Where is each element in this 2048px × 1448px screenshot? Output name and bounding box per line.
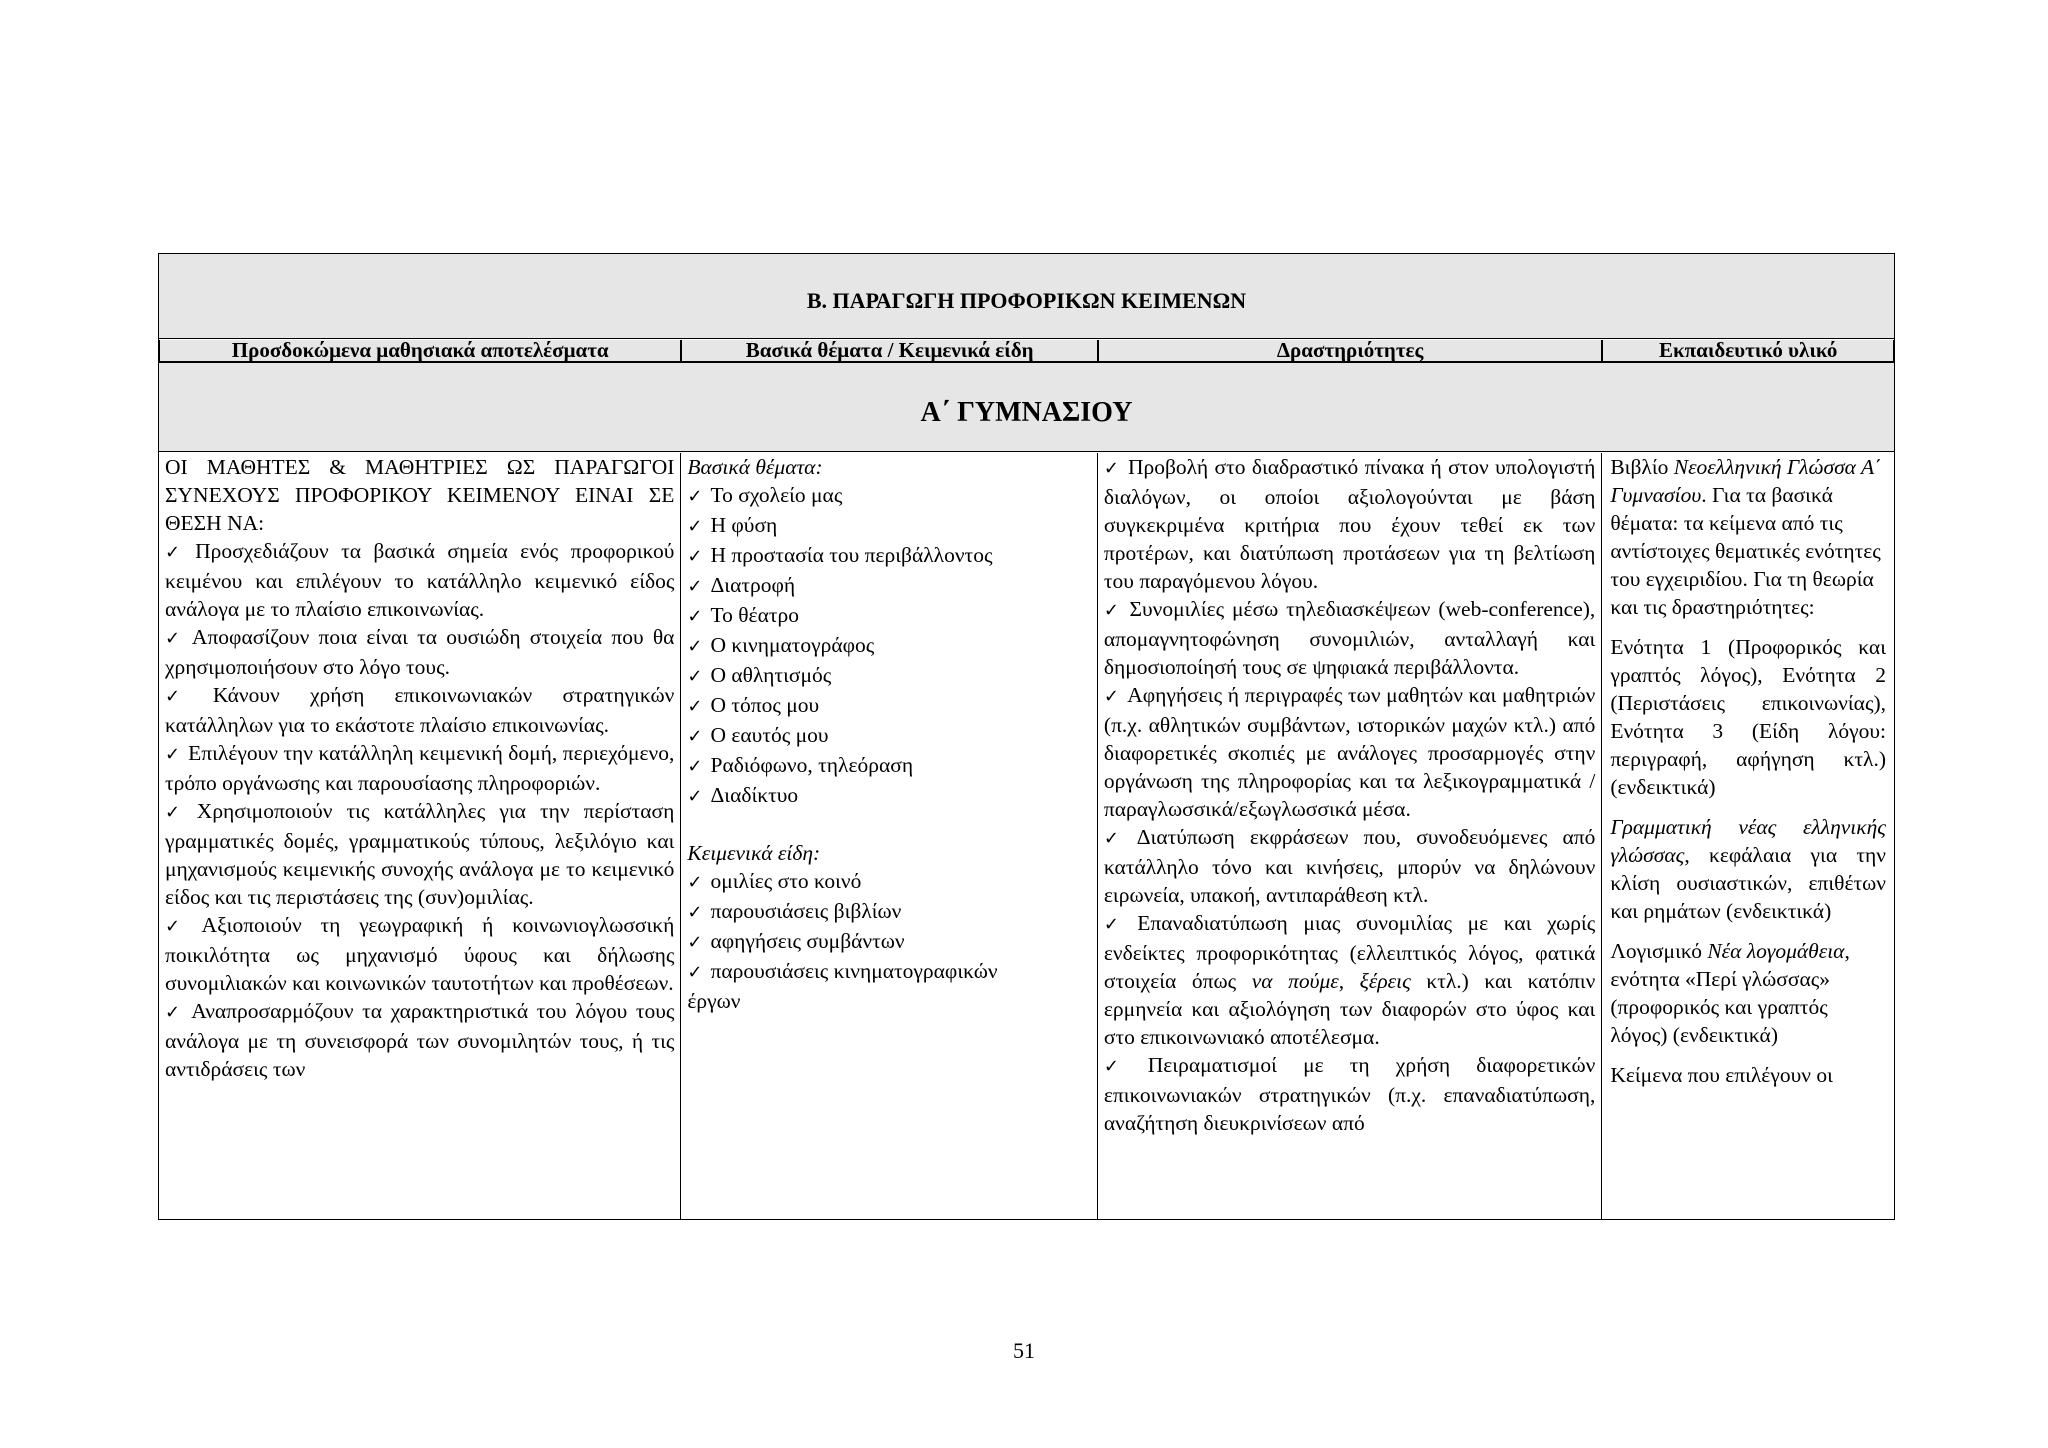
- outcome-item: ✓ Αποφασίζουν ποια είναι τα ουσιώδη στοιχεία που θα χρησιμοποιήσουν στο λόγο τους.: [165, 623, 674, 681]
- outcome-item: ✓ Κάνουν χρήση επικοινωνιακών στρατηγικών κατάλληλων για το εκάστοτε πλαίσιο επικοινωνίας.: [165, 681, 674, 739]
- header-materials: Εκπαιδευτικό υλικό: [1602, 340, 1894, 362]
- activity-example-2: ξέρεις: [1359, 969, 1411, 993]
- content-row: [159, 453, 1894, 1219]
- activity-example-1: να πούμε: [1251, 969, 1339, 993]
- section-title: [159, 254, 1894, 339]
- activity-item: ✓ Προβολή στο διαδραστικό πίνακα ή στον υπολογιστή διαλόγων, οι οποίοι αξιολογούνται με βάση συγκεκριμένα κριτήρια που έχουν τεθεί εκ των προτέρων, και διατύπωση προτάσεων για τη βελτίωση του παραγόμενου λόγου.: [1104, 453, 1595, 595]
- activities-column: [1098, 453, 1602, 1219]
- material-software: [1610, 937, 1886, 1049]
- topic-item: ✓ Ο εαυτός μου: [687, 721, 1091, 751]
- header-activities: Δραστηριότητες: [1098, 340, 1602, 362]
- topic-item: ✓ Η φύση: [687, 511, 1091, 541]
- material-book-post: . Για τα βασικά θέματα: τα κείμενα από τις αντίστοιχες θεματικές ενότητες του εγχειριδίου. Για τη θεωρία και τις δραστηριότητες:: [1610, 483, 1881, 619]
- activity-item: ✓ Πειραματισμοί με τη χρήση διαφορετικών επικοινωνιακών στρατηγικών (π.χ. επαναδιατύπωση, αναζήτηση διευκρινίσεων από: [1104, 1051, 1595, 1137]
- topic-item: ✓ Ραδιόφωνο, τηλεόραση: [687, 751, 1091, 781]
- topic-item: ✓ Διατροφή: [687, 571, 1091, 601]
- material-texts: Κείμενα που επιλέγουν οι: [1610, 1063, 1833, 1087]
- genres-label: Κειμενικά είδη:: [687, 841, 821, 865]
- material-book: [1610, 453, 1886, 621]
- outcome-item: ✓ Αναπροσαρμόζουν τα χαρακτηριστικά του λόγου τους ανάλογα με τη συνεισφορά των συνομιλητών τους, ή τις αντιδράσεις των: [165, 997, 674, 1083]
- activity-item: [1104, 909, 1595, 1051]
- topic-item: ✓ Διαδίκτυο: [687, 781, 1091, 811]
- outcomes-intro: ΟΙ ΜΑΘΗΤΕΣ & ΜΑΘΗΤΡΙΕΣ ΩΣ ΠΑΡΑΓΩΓΟΙ ΣΥΝΕΧΟΥΣ ΠΡΟΦΟΡΙΚΟΥ ΚΕΙΜΕΝΟΥ ΕΙΝΑΙ ΣΕ ΘΕΣΗ ΝΑ:: [165, 455, 675, 535]
- page-number: 51: [1013, 1338, 1035, 1363]
- genre-item: ✓ ομιλίες στο κοινό: [687, 867, 1091, 897]
- genre-item: ✓ αφηγήσεις συμβάντων: [687, 927, 1091, 957]
- topic-item: ✓ Το θέατρο: [687, 601, 1091, 631]
- material-grammar-title: Γραμματική νέας ελληνικής γλώσσας: [1610, 815, 1886, 867]
- header-topics: Βασικά θέματα / Κειμενικά είδη: [681, 340, 1098, 362]
- outcomes-column: [159, 453, 681, 1219]
- activity-item: ✓ Συνομιλίες μέσω τηλεδιασκέψεων (web-conference), απομαγνητοφώνηση συνομιλιών, ανταλλαγή και δημοσιοποίησή τους σε ψηφιακά περιβάλλοντα.: [1104, 595, 1595, 681]
- activity-item: ✓ Διατύπωση εκφράσεων που, συνοδευόμενες από κατάλληλο τόνο και κινήσεις, μπορύν να δηλώνουν ειρωνεία, υπακοή, αντιπαράθεση κτλ.: [1104, 823, 1595, 909]
- genre-item: ✓ παρουσιάσεις βιβλίων: [687, 897, 1091, 927]
- material-book-pre: Βιβλίο: [1610, 455, 1674, 479]
- outcome-item: ✓ Επιλέγουν την κατάλληλη κειμενική δομή, περιεχόμενο, τρόπο οργάνωσης και παρουσίασης πληροφοριών.: [165, 739, 674, 797]
- activity-text: Επαναδιατύπωση μιας συνομιλίας με και χωρίς ενδείκτες προφορικότητας (ελλειπτικός λόγος, φατικά στοιχεία όπως: [1103, 911, 1596, 993]
- material-grammar-post: , κεφάλαια για την κλίση ουσιαστικών, επιθέτων και ρημάτων (ενδεικτικά): [1610, 843, 1886, 923]
- topic-item: ✓ Ο αθλητισμός: [687, 661, 1091, 691]
- genre-item: ✓ παρουσιάσεις κινηματογραφικών: [687, 957, 1091, 987]
- genre-item-continuation: έργων: [687, 989, 741, 1013]
- material-book-title: Νεοελληνική Γλώσσα Α΄ Γυμνασίου: [1610, 455, 1882, 507]
- grade-title: Α΄ ΓΥΜΝΑΣΙΟΥ: [920, 397, 1133, 428]
- activity-separator: ,: [1338, 969, 1360, 993]
- basic-topics-label: Βασικά θέματα:: [687, 455, 823, 479]
- material-grammar: [1610, 813, 1886, 925]
- outcome-item: ✓ Προσχεδιάζουν τα βασικά σημεία ενός προφορικού κειμένου και επιλέγουν το κατάλληλο κειμενικό είδος ανάλογα με το πλαίσιο επικοινωνίας.: [165, 537, 674, 623]
- outcome-item: ✓ Χρησιμοποιούν τις κατάλληλες για την περίσταση γραμματικές δομές, γραμματικούς τύπους, λεξιλόγιο και μηχανισμούς κειμενικής συνοχής ανάλογα με το κειμενικό είδος και τις περιστάσεις της (συν)ομιλίας.: [165, 797, 674, 911]
- topic-item: ✓ Η προστασία του περιβάλλοντος: [687, 541, 1091, 571]
- topic-item: ✓ Ο κινηματογράφος: [687, 631, 1091, 661]
- material-software-pre: Λογισμικό: [1610, 939, 1708, 963]
- topic-item: ✓ Το σχολείο μας: [687, 481, 1091, 511]
- material-units: Ενότητα 1 (Προφορικός και γραπτός λόγος), Ενότητα 2 (Περιστάσεις επικοινωνίας), Ενότητα 3 (Είδη λόγου: περιγραφή, αφήγηση κτλ.) (ενδεικτικά): [1610, 635, 1886, 799]
- section-title-text: Β. ΠΑΡΑΓΩΓΗ ΠΡΟΦΟΡΙΚΩΝ ΚΕΙΜΕΝΩΝ: [806, 288, 1247, 313]
- curriculum-table: [158, 253, 1895, 1220]
- material-software-post: , ενότητα «Περί γλώσσας» (προφορικός και γραπτός λόγος) (ενδεικτικά): [1610, 939, 1850, 1047]
- material-software-title: Νέα λογομάθεια: [1707, 939, 1845, 963]
- outcome-item: ✓ Αξιοποιούν τη γεωγραφική ή κοινωνιογλωσσική ποικιλότητα ως μηχανισμό ύφους και δήλωσης συνομιλιακών και κοινωνικών ταυτοτήτων και προθέσεων.: [165, 911, 674, 997]
- topic-item: ✓ Ο τόπος μου: [687, 691, 1091, 721]
- activity-item: ✓ Αφηγήσεις ή περιγραφές των μαθητών και μαθητριών (π.χ. αθλητικών συμβάντων, ιστορικών μαχών κτλ.) από διαφορετικές σκοπιές με ανάλογες προσαρμογές στην οργάνωση της πληροφορίας και τα λεξικογραμματικά / παραγλωσσικά/εξωγλωσσικά μέσα.: [1104, 681, 1595, 823]
- column-header-row: [159, 340, 1894, 362]
- grade-band: [159, 362, 1894, 452]
- topics-column: [681, 453, 1098, 1219]
- activity-text-end: κτλ.) και κατόπιν ερμηνεία και αξιολόγηση των διαφορών στο ύφος και στο επικοινωνιακό αποτέλεσμα.: [1103, 969, 1596, 1049]
- header-outcomes: Προσδοκώμενα μαθησιακά αποτελέσματα: [159, 340, 681, 362]
- materials-column: [1602, 453, 1894, 1219]
